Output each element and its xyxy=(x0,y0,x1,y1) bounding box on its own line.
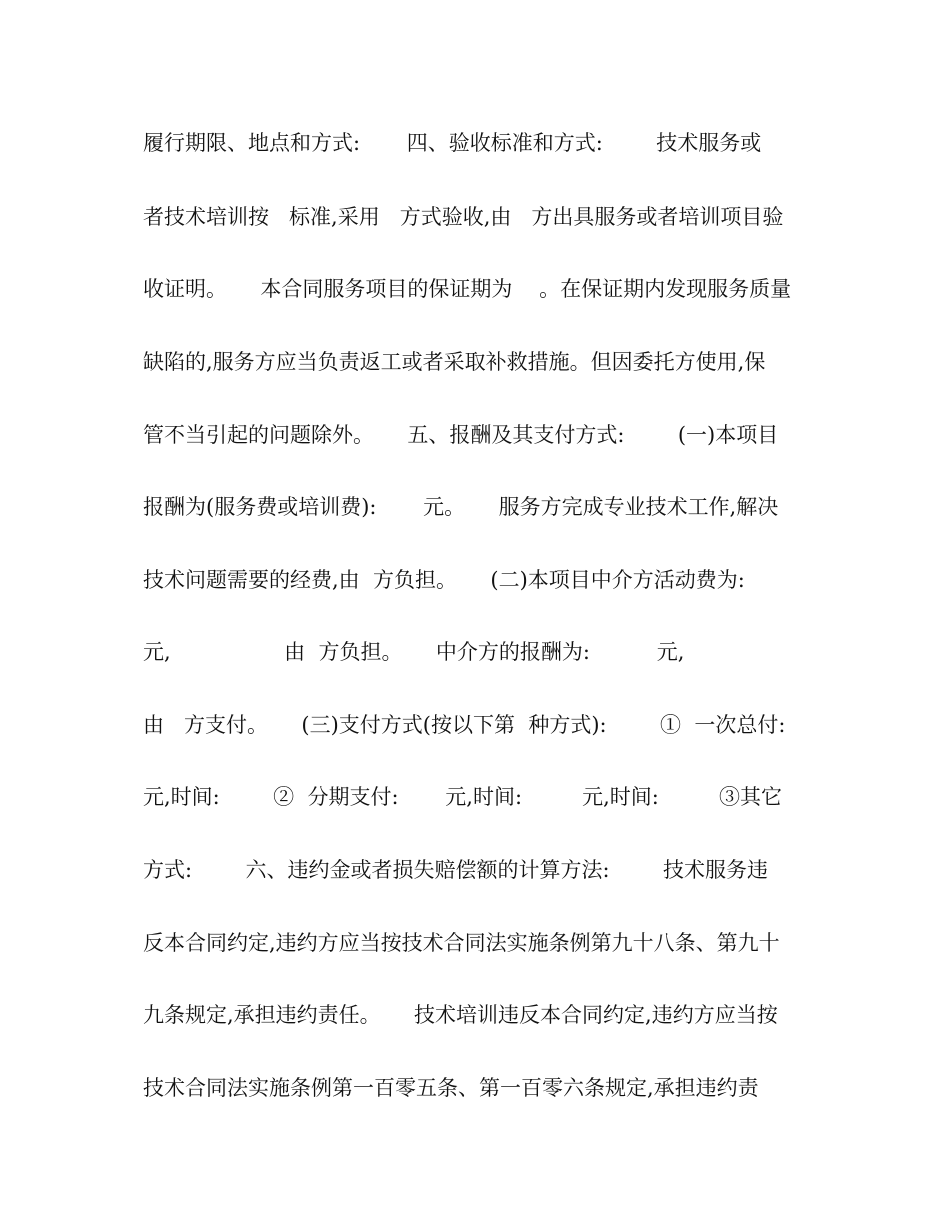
text-line: 收证明。 本合同服务项目的保证期为 。在保证期内发现服务质量 xyxy=(143,277,792,301)
text-line: 反本合同约定,违约方应当按技术合同法实施条例第九十八条、第九十 xyxy=(143,931,780,955)
text-line: 由 方支付。 (三)支付方式(按以下第 种方式): ① 一次总付: xyxy=(143,713,786,737)
text-line: 报酬为(服务费或培训费): 元。 服务方完成专业技术工作,解决 xyxy=(143,495,779,519)
text-line: 元, 由 方负担。 中介方的报酬为: 元, xyxy=(143,640,685,664)
text-line: 者技术培训按 标准,采用 方式验收,由 方出具服务或者培训项目验 xyxy=(143,205,784,229)
text-line: 元,时间: ② 分期支付: 元,时间: 元,时间: ③其它 xyxy=(143,785,782,809)
text-line: 技术问题需要的经费,由 方负担。 (二)本项目中介方活动费为: xyxy=(143,568,745,592)
text-line: 缺陷的,服务方应当负责返工或者采取补救措施。但因委托方使用,保 xyxy=(143,350,766,374)
text-line: 履行期限、地点和方式: 四、验收标准和方式: 技术服务或 xyxy=(143,131,762,155)
text-line: 方式: 六、违约金或者损失赔偿额的计算方法: 技术服务违 xyxy=(143,858,768,882)
text-line: 技术合同法实施条例第一百零五条、第一百零六条规定,承担违约责 xyxy=(143,1076,759,1100)
text-line: 管不当引起的问题除外。 五、报酬及其支付方式: (一)本项目 xyxy=(143,423,779,447)
text-line: 九条规定,承担违约责任。 技术培训违反本合同约定,违约方应当按 xyxy=(143,1003,778,1027)
